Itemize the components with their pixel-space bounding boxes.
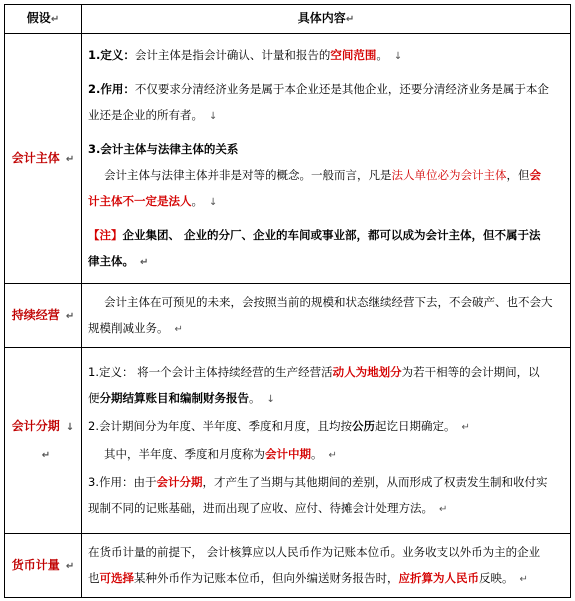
entity-note: 【注】企业集团、 企业的分厂、企业的车间或事业部，都可以成为会计主体，但不属于法 律主体。 ↵: [88, 227, 541, 268]
assumptions-table: [4, 4, 571, 598]
header-assumption: 假设↵: [5, 5, 82, 34]
currency-line-2: 也可选择某种外币作为记账本位币，但向外编送财务报告时，应折算为人民币反映。 ↵: [88, 570, 528, 585]
row-label-going-concern: 持续经营 ↵: [5, 284, 82, 348]
entity-definition: 1.定义：会计主体是指会计确认、计量和报告的空间范围。 ↓: [88, 47, 403, 62]
period-divisions: 2.会计期间分为年度、半年度、季度和月度，且均按公历起讫日期确定。 ↵: [88, 418, 470, 433]
row-content-currency: [82, 534, 571, 598]
currency-line-1: 在货币计量的前提下， 会计核算应以人民币作为记账本位币。业务收支以外币为主的企业: [88, 544, 541, 559]
row-label-entity: 会计主体 ↵: [5, 34, 82, 284]
period-function: 3.作用：由于会计分期，才产生了当期与其他期间的差别，从而形成了权责发生制和收付实: [88, 474, 548, 489]
table-row-entity: [5, 34, 571, 284]
header-content: 具体内容↵: [82, 5, 571, 34]
going-line-1: 会计主体在可预见的未来，会按照当前的规模和状态继续经营下去，不会破产、也不会大: [104, 294, 553, 309]
entity-relation-title: 3.会计主体与法律主体的关系: [88, 141, 239, 156]
row-label-currency: 货币计量 ↵: [5, 534, 82, 598]
going-line-2: 规模削减业务。 ↵: [88, 320, 183, 335]
entity-function: 2.作用：不仅要求分清经济业务是属于本企业还是其他企业，还要分清经济业务是属于本企 业还是企业的所有者。 ↓: [88, 81, 549, 122]
table-row-currency: [5, 534, 571, 598]
row-content-accounting-period: [82, 348, 571, 534]
period-definition: 1.定义： 将一个会计主体持续经营的生产经营活动人为地划分为若干相等的会计期间，以: [88, 364, 540, 379]
row-label-accounting-period: 会计分期 ↓ ↵: [5, 348, 82, 534]
entity-relation-text-2: 计主体不一定是法人。 ↓: [88, 193, 218, 208]
period-function-2: 现制不同的记账基础，进而出现了应收、应付、待摊会计处理方法。 ↵: [88, 500, 448, 515]
row-content-entity: [82, 34, 571, 284]
table-header-row: [5, 5, 571, 34]
row-content-going-concern: [82, 284, 571, 348]
table-row-going-concern: [5, 284, 571, 348]
table-row-accounting-period: [5, 348, 571, 534]
period-definition-2: 便分期结算账目和编制财务报告。 ↓: [88, 390, 275, 405]
entity-relation-text: 会计主体与法律主体并非是对等的概念。一般而言，凡是法人单位必为会计主体，但会: [104, 167, 541, 182]
period-interim: 其中，半年度、季度和月度称为会计中期。 ↵: [104, 446, 337, 461]
